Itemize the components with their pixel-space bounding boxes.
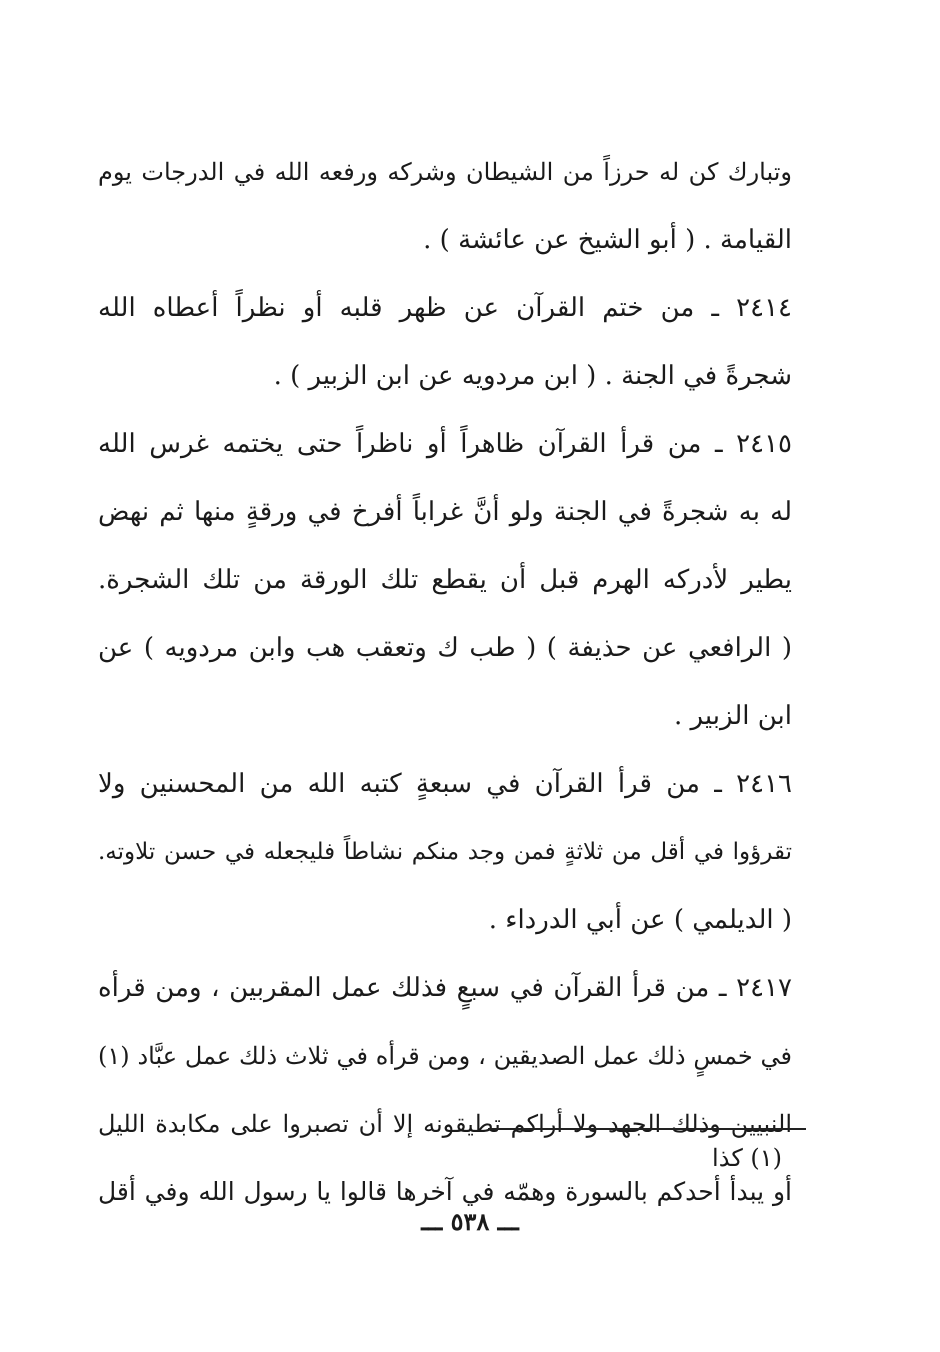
text-line: ٢٤١٤ ـ من ختم القرآن عن ظهر قلبه أو نظراً أعطاه الله bbox=[98, 293, 792, 323]
text-line: شجرةً في الجنة . ( ابن مردويه عن ابن الزبير ) . bbox=[273, 361, 792, 391]
text-line: له به شجرةً في الجنة ولو أنَّ غراباً أفرخ في ورقةٍ منها ثم نهض bbox=[98, 497, 792, 527]
text-line: تقرؤوا في أقل من ثلاثةٍ فمن وجد منكم نشاطاً فليجعله في حسن تلاوته. bbox=[98, 839, 792, 865]
footnote-divider bbox=[488, 1128, 806, 1130]
footnote: (١) كذا bbox=[712, 1144, 782, 1172]
body-text bbox=[98, 138, 792, 1226]
text-line: ٢٤١٧ ـ من قرأ القرآن في سبعٍ فذلك عمل المقربين ، ومن قرأه bbox=[98, 973, 792, 1003]
text-line: ٢٤١٦ ـ من قرأ القرآن في سبعةٍ كتبه الله من المحسنين ولا bbox=[98, 769, 792, 799]
text-line: ابن الزبير . bbox=[674, 701, 792, 731]
text-line: ٢٤١٥ ـ من قرأ القرآن ظاهراً أو ناظراً حتى يختمه غرس الله bbox=[98, 429, 792, 459]
text-line: وتبارك كن له حرزاً من الشيطان وشركه ورفعه الله في الدرجات يوم bbox=[98, 158, 792, 186]
text-line: في خمسٍ ذلك عمل الصديقين ، ومن قرأه في ثلاث ذلك عمل عبَّاد (١) bbox=[98, 1042, 792, 1070]
text-line: ( الديلمي ) عن أبي الدرداء . bbox=[488, 905, 792, 935]
text-line: ( الرافعي عن حذيفة ) ( طب ك وتعقب هب وابن مردويه ) عن bbox=[98, 633, 792, 663]
text-line: يطير لأدركه الهرم قبل أن يقطع تلك الورقة من تلك الشجرة. bbox=[98, 565, 792, 595]
text-line: أو يبدأ أحدكم بالسورة وهمّه في آخرها قالوا يا رسول الله وفي أقل bbox=[98, 1177, 792, 1206]
text-line: النبيين وذلك الجهد ولا أراكم تطيقونه إلا أن تصبروا على مكابدة الليل bbox=[98, 1110, 792, 1138]
text-line: القيامة . ( أبو الشيخ عن عائشة ) . bbox=[423, 225, 792, 255]
page-number: ـــ ٥٣٨ ـــ bbox=[421, 1207, 519, 1236]
